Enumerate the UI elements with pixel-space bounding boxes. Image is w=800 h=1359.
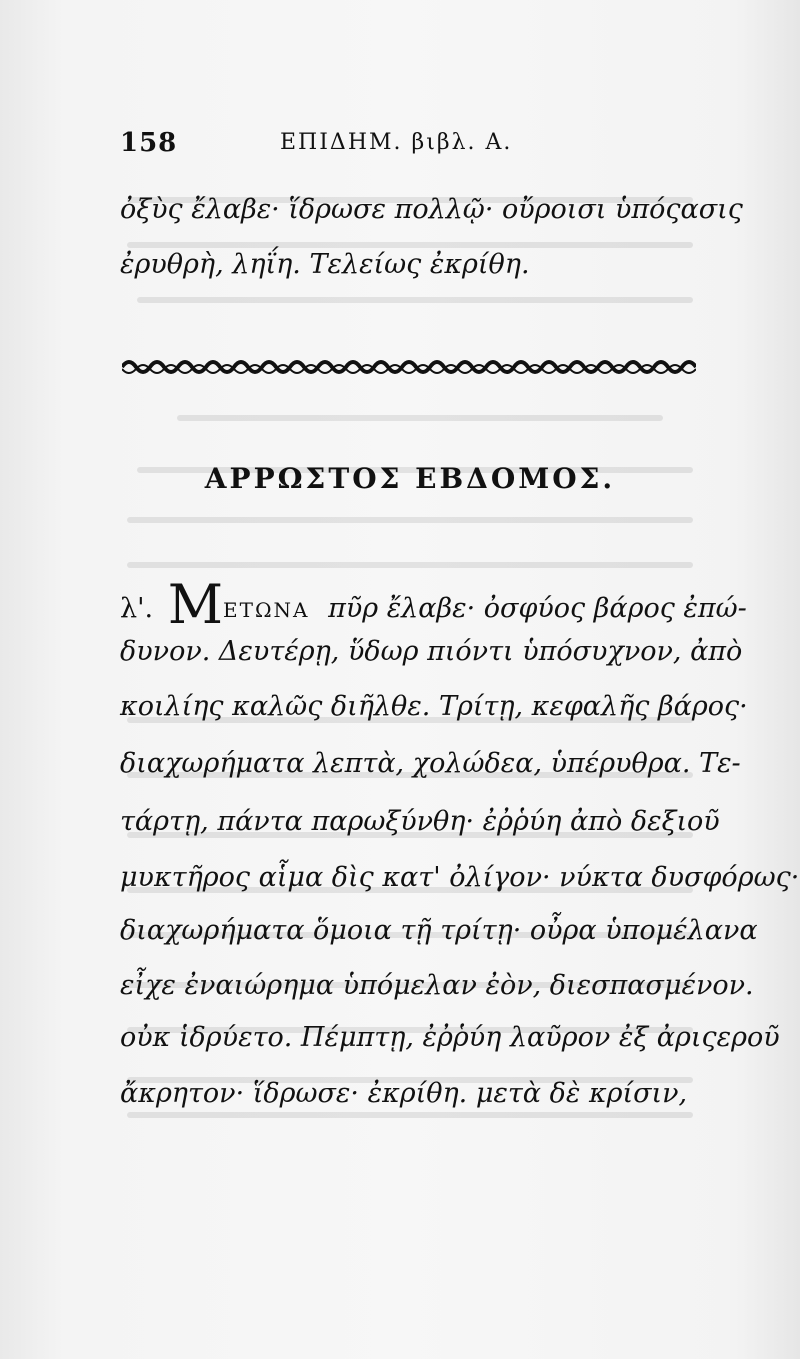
body-line-2: δυνον. Δευτέρῃ, ὕδωρ πιόντι ὑπόσυχνον, ἀπὸ xyxy=(120,636,743,667)
body-line-10: ἄκρητον· ἵδρωσε· ἐκρίθη. μετὰ δὲ κρίσιν, xyxy=(120,1078,688,1109)
chapter-number: λ'. xyxy=(120,593,154,624)
body-line-4: διαχωρήματα λεπτὰ, χολώδεα, ὑπέρυθρα. Τε- xyxy=(120,748,741,779)
body-line-1-rest: πῦρ ἔλαβε· ὀσφύος βάρος ἐπώ- xyxy=(328,593,747,624)
top-text-line-2: ἐρυθρὴ, ληΐη. Τελείως ἐκρίθη. xyxy=(120,249,530,280)
running-head: ΕΠΙΔΗΜ. βιβλ. Α. xyxy=(280,130,513,155)
body-line-8: εἶχε ἐναιώρημα ὑπόμελαν ἐὸν, διεσπασμένον. xyxy=(120,970,754,1001)
body-line-7: διαχωρήματα ὅμοια τῇ τρίτῃ· οὖρα ὑπομέλανα xyxy=(120,915,758,946)
page-header xyxy=(120,128,700,168)
top-text-line-1: ὀξὺς ἔλαβε· ἵδρωσε πολλῷ· οὔροισι ὑπόςασις xyxy=(120,194,743,225)
initial-capital: Μ xyxy=(167,573,224,636)
body-line-5: τάρτῃ, πάντα παρωξύνθη· ἐῤῥύη ἀπὸ δεξιοῦ xyxy=(120,806,720,837)
page-number: 158 xyxy=(120,128,178,158)
body-line-9: οὐκ ἱδρύετο. Πέμπτῃ, ἐῤῥύη λαῦρον ἐξ ἀριςεροῦ xyxy=(120,1022,780,1053)
body-line-3: κοιλίης καλῶς διῆλθε. Τρίτῃ, κεφαλῆς βάρος· xyxy=(120,691,748,722)
section-title: ΑΡΡΩΣΤΟΣ ΕΒΔΟΜΟΣ. xyxy=(204,462,616,495)
body-line-1 xyxy=(120,573,747,636)
body-line-6: μυκτῆρος αἷμα δὶς κατ' ὀλίγον· νύκτα δυσφόρως· xyxy=(120,862,800,893)
ornamental-divider xyxy=(122,355,696,379)
first-word-small-caps: ΕΤΩΝΑ xyxy=(223,598,310,622)
